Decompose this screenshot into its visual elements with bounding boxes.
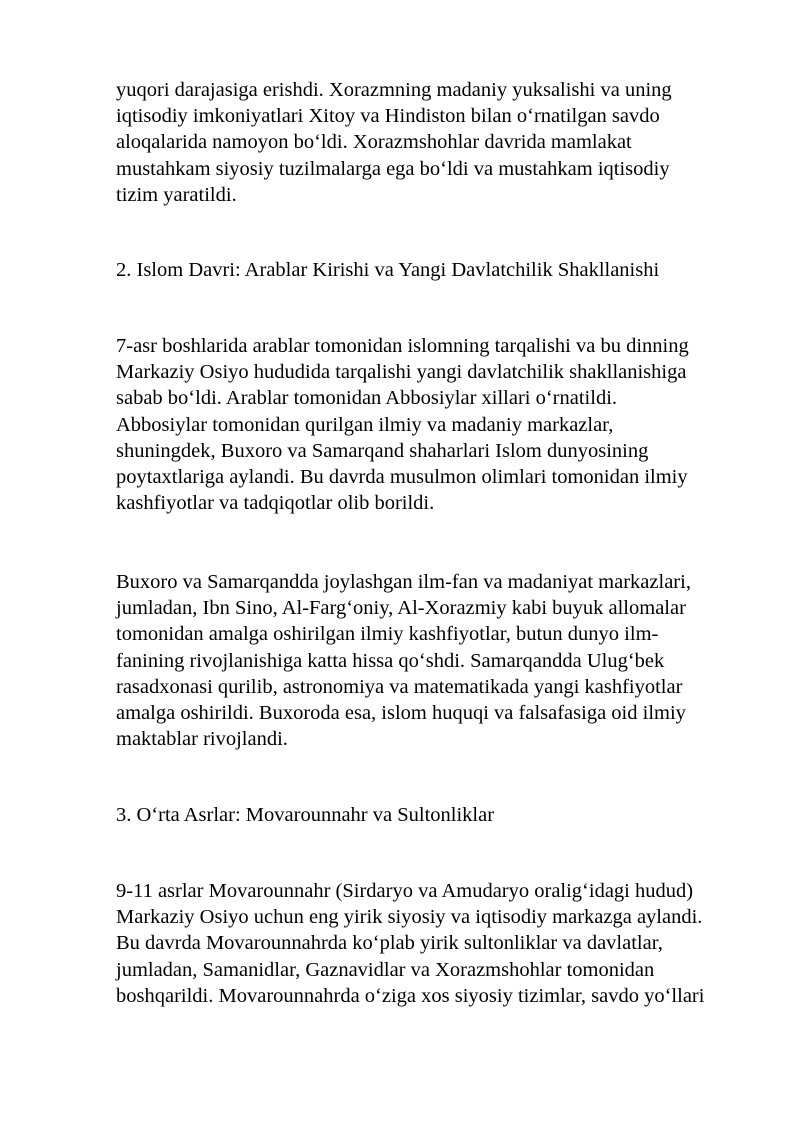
heading-line: 2. Islom Davri: Arablar Kirishi va Yangi Davlatchilik Shakllanishi — [116, 259, 660, 281]
text-line: tizim yaratildi. — [116, 183, 237, 206]
text-line: Bu davrda Movarounnahrda ko‘plab yirik sultonliklar va davlatlar, — [116, 932, 663, 955]
text-line: Markaziy Osiyo uchun eng yirik siyosiy va iqtisodiy markazga aylandi. — [116, 906, 703, 929]
text-line: Abbosiylar tomonidan qurilgan ilmiy va madaniy markazlar, — [116, 413, 614, 436]
text-line: poytaxtlariga aylandi. Bu davrda musulmon olimlari tomonidan ilmiy — [116, 466, 688, 489]
text-line: 9-11 asrlar Movarounnahr (Sirdaryo va Amudaryo oralig‘idagi hudud) — [116, 880, 694, 902]
paragraph-khorezm — [116, 77, 756, 208]
text-line: sabab bo‘ldi. Arablar tomonidan Abbosiylar xillari o‘rnatildi. — [116, 387, 618, 410]
paragraph-movarounnahr — [116, 878, 756, 1009]
text-line: yuqori darajasiga erishdi. Xorazmning madaniy yuksalishi va uning — [116, 79, 672, 101]
section-heading-orta-asrlar — [116, 802, 756, 828]
text-line: aloqalarida namoyon bo‘ldi. Xorazmshohlar davrida mamlakat — [116, 131, 632, 154]
text-line: kashfiyotlar va tadqiqotlar olib borildi. — [116, 492, 435, 515]
paragraph-arab-conquest — [116, 333, 756, 516]
section-heading-islom-davri — [116, 257, 756, 283]
heading-line: 3. O‘rta Asrlar: Movarounnahr va Sultonliklar — [116, 804, 495, 826]
text-line: jumladan, Samanidlar, Gaznavidlar va Xorazmshohlar tomonidan — [116, 958, 655, 981]
text-line: shuningdek, Buxoro va Samarqand shaharlari Islom dunyosining — [116, 439, 649, 462]
text-line: mustahkam siyosiy tuzilmalarga ega bo‘ldi va mustahkam iqtisodiy — [116, 157, 670, 180]
text-line: tomonidan amalga oshirilgan ilmiy kashfiyotlar, butun dunyo ilm- — [116, 623, 659, 646]
text-line: jumladan, Ibn Sino, Al-Farg‘oniy, Al-Xorazmiy kabi buyuk allomalar — [116, 597, 686, 620]
paragraph-science-centers — [116, 569, 756, 752]
text-line: iqtisodiy imkoniyatlari Xitoy va Hindiston bilan o‘rnatilgan savdo — [116, 105, 660, 128]
text-line: amalga oshirildi. Buxoroda esa, islom huquqi va falsafasiga oid ilmiy — [116, 702, 686, 725]
text-line: fanining rivojlanishiga katta hissa qo‘shdi. Samarqandda Ulug‘bek — [116, 649, 665, 672]
text-line: 7-asr boshlarida arablar tomonidan islomning tarqalishi va bu dinning — [116, 335, 689, 357]
text-line: Buxoro va Samarqandda joylashgan ilm-fan va madaniyat markazlari, — [116, 571, 691, 593]
text-line: Markaziy Osiyo hududida tarqalishi yangi davlatchilik shakllanishiga — [116, 361, 687, 384]
text-line: rasadxonasi qurilib, astronomiya va matematikada yangi kashfiyotlar — [116, 675, 683, 698]
text-line: boshqarildi. Movarounnahrda o‘ziga xos siyosiy tizimlar, savdo yo‘llari — [116, 984, 705, 1007]
text-line: maktablar rivojlandi. — [116, 728, 288, 751]
